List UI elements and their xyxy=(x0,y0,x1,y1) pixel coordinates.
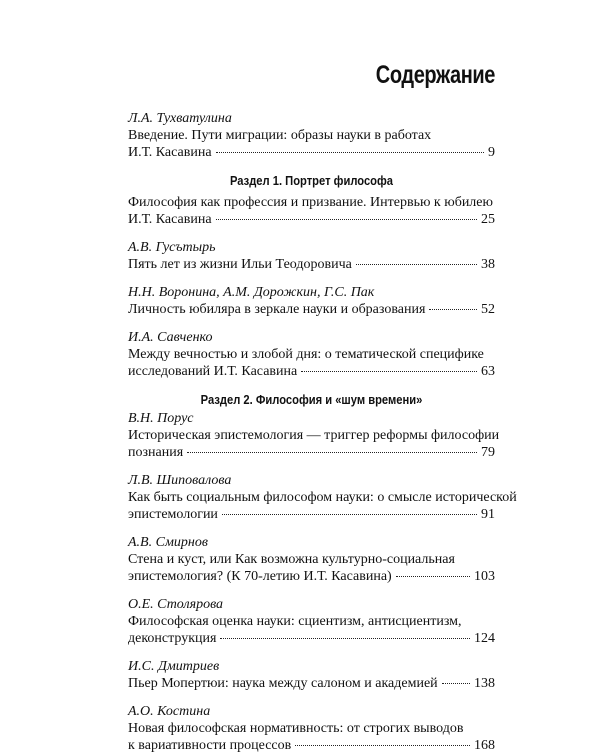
page-title: Содержание xyxy=(375,61,495,89)
entry-title-line: эпистемология? (К 70-летию И.Т. Касавина) xyxy=(128,569,392,584)
entry-title-line: И.Т. Касавина xyxy=(128,145,212,160)
entry-title-line: И.Т. Касавина xyxy=(128,212,212,227)
toc-entry[interactable] xyxy=(128,330,495,380)
entry-last-line xyxy=(128,737,495,754)
toc-entry[interactable] xyxy=(128,473,517,523)
entry-title-line: Как быть социальным философом науки: о смысле исторической xyxy=(128,490,517,505)
entry-author: В.Н. Порус xyxy=(128,411,194,426)
entry-last-line xyxy=(128,630,495,647)
page-number: 103 xyxy=(474,569,495,584)
page-number: 124 xyxy=(474,631,495,646)
page-number: 63 xyxy=(481,364,495,379)
entry-title-line: Новая философская нормативность: от строгих выводов xyxy=(128,721,464,736)
entry-title-line: эпистемологии xyxy=(128,507,218,522)
entry-author: Л.В. Шиповалова xyxy=(128,473,232,488)
toc-entry[interactable] xyxy=(128,285,495,318)
toc-entry[interactable] xyxy=(128,704,495,754)
dot-leader xyxy=(356,264,477,265)
section-heading: Раздел 1. Портрет философа xyxy=(229,173,394,188)
dot-leader xyxy=(216,152,484,153)
page-number: 91 xyxy=(481,507,495,522)
entry-author: И.С. Дмитриев xyxy=(128,659,220,674)
entry-last-line xyxy=(128,568,495,585)
dot-leader xyxy=(442,683,470,684)
toc-entry[interactable] xyxy=(128,411,500,461)
entry-title-line: Пьер Мопертюи: наука между салоном и академией xyxy=(128,676,438,691)
page-number: 9 xyxy=(488,145,495,160)
entry-title-line: Введение. Пути миграции: образы науки в работах xyxy=(128,128,432,143)
dot-leader xyxy=(220,638,470,639)
entry-title-line: Историческая эпистемология — триггер реформы философии xyxy=(128,428,500,443)
dot-leader xyxy=(187,452,477,453)
entry-title-line: исследований И.Т. Касавина xyxy=(128,364,298,379)
page-number: 52 xyxy=(481,302,495,317)
entry-title-line: к вариативности процессов xyxy=(128,738,292,753)
entry-title-line: Стена и куст, или Как возможна культурно-социальная xyxy=(128,552,455,567)
entry-author: А.О. Костина xyxy=(128,704,211,719)
dot-leader xyxy=(396,576,470,577)
entry-last-line xyxy=(128,363,495,380)
entry-last-line xyxy=(128,144,495,161)
page-number: 168 xyxy=(474,738,495,753)
entry-title-line: познания xyxy=(128,445,184,460)
toc-list xyxy=(128,111,517,754)
toc-entry[interactable] xyxy=(128,194,495,228)
entry-author: А.В. Гусътырь xyxy=(128,240,216,255)
dot-leader xyxy=(429,309,477,310)
toc-entry[interactable] xyxy=(128,240,495,273)
toc-entry[interactable] xyxy=(128,659,495,692)
entry-author: А.В. Смирнов xyxy=(128,535,208,550)
toc-entry[interactable] xyxy=(128,111,495,161)
entry-author: О.Е. Столярова xyxy=(128,597,224,612)
page-number: 79 xyxy=(481,445,495,460)
entry-author: Н.Н. Воронина, А.М. Дорожкин, Г.С. Пак xyxy=(128,285,375,300)
toc-entry[interactable] xyxy=(128,535,495,585)
entry-author: И.А. Савченко xyxy=(128,330,213,345)
toc-entry[interactable] xyxy=(128,597,495,647)
entry-title-line: Философия как профессия и призвание. Интервью к юбилею xyxy=(128,195,493,210)
entry-title-line: Философская оценка науки: сциентизм, антисциентизм, xyxy=(128,614,462,629)
entry-title-line: Личность юбиляра в зеркале науки и образования xyxy=(128,302,426,317)
dot-leader xyxy=(295,745,470,746)
dot-leader xyxy=(216,219,477,220)
section-heading: Раздел 2. Философия и «шум времени» xyxy=(200,392,423,407)
entry-author: Л.А. Тухватулина xyxy=(128,111,232,126)
page-number: 38 xyxy=(481,257,495,272)
entry-last-line xyxy=(128,256,495,273)
page-number: 138 xyxy=(474,676,495,691)
entry-last-line xyxy=(128,675,495,692)
entry-title-line: Между вечностью и злобой дня: о тематической специфике xyxy=(128,347,484,362)
page-number: 25 xyxy=(481,212,495,227)
entry-last-line xyxy=(128,506,495,523)
entry-title-line: Пять лет из жизни Ильи Теодоровича xyxy=(128,257,352,272)
entry-title-line: деконструкция xyxy=(128,631,217,646)
entry-last-line xyxy=(128,211,495,228)
entry-last-line xyxy=(128,301,495,318)
dot-leader xyxy=(222,514,477,515)
dot-leader xyxy=(301,371,477,372)
entry-last-line xyxy=(128,444,495,461)
